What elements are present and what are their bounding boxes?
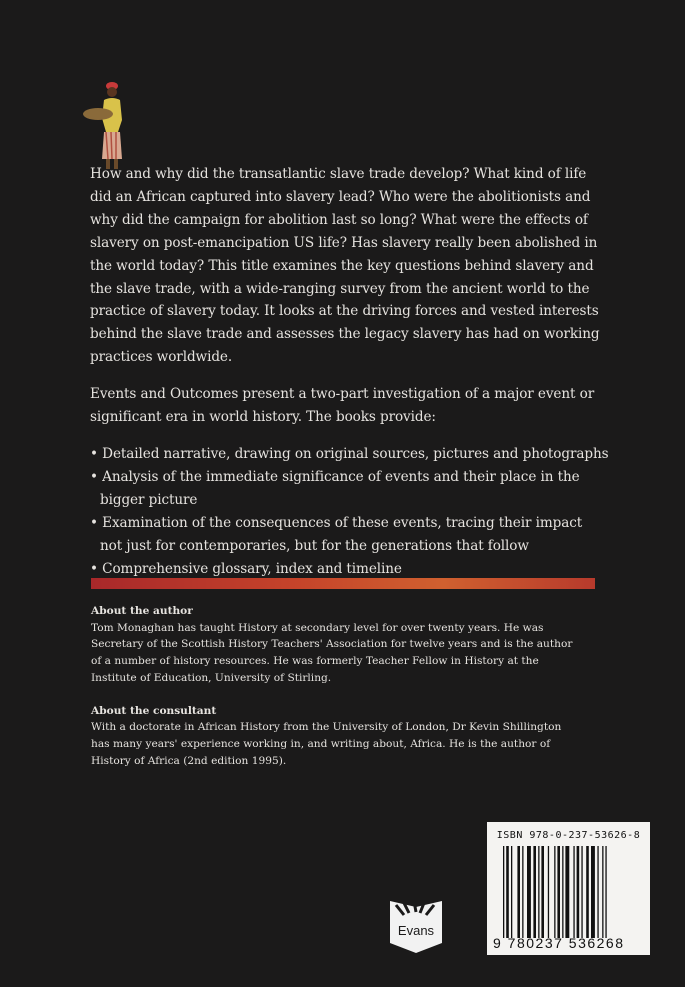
barcode-bar [533, 846, 536, 938]
text-line: slavery on post-emancipation US life? Has slavery really been abolished in [90, 234, 598, 251]
isbn-label: ISBN 978-0-237-53626-8 [496, 830, 641, 841]
barcode-bar [506, 846, 509, 938]
barcode-bar [557, 846, 560, 938]
barcode-bar [548, 846, 549, 938]
list-item [90, 558, 610, 581]
description [90, 163, 610, 580]
about-consultant-heading: About the consultant [91, 704, 217, 717]
list-item [90, 466, 610, 512]
barcode-bar [597, 846, 598, 938]
list-item [90, 443, 610, 466]
woman-illustration [78, 74, 140, 174]
text-line: the world today? This title examines the key questions behind slavery and [90, 257, 594, 274]
list-item-text: Comprehensive glossary, index and timeline [102, 560, 402, 577]
series-paragraph [90, 383, 610, 429]
bullet-list [90, 443, 610, 580]
text-line: of a number of history resources. He was formerly Teacher Fellow in History at the [91, 655, 539, 668]
text-line: With a doctorate in African History from the University of London, Dr Kevin Shillington [91, 721, 562, 734]
accent-divider [91, 578, 595, 589]
list-item-text: bigger picture [100, 491, 198, 508]
text-line: why did the campaign for abolition last so long? What were the effects of [90, 211, 588, 228]
publisher-name: Evans [397, 923, 435, 938]
bullet-icon: • [90, 445, 98, 462]
about-author [91, 603, 611, 687]
barcode-bar [577, 846, 580, 938]
barcode-bar [605, 846, 606, 938]
barcode-bar [522, 846, 523, 938]
list-item-text: not just for contemporaries, but for the generations that follow [100, 537, 529, 554]
text-line: behind the slave trade and assesses the legacy slavery has had on working [90, 326, 600, 343]
barcode-bar [581, 846, 582, 938]
intro-paragraph [90, 163, 610, 369]
about-consultant [91, 703, 611, 770]
text-line: did an African captured into slavery lead? Who were the abolitionists and [90, 188, 591, 205]
barcode-bar [573, 846, 574, 938]
text-line: Institute of Education, University of Stirling. [91, 671, 332, 684]
about-author-heading: About the author [91, 605, 193, 617]
bullet-icon: • [90, 560, 98, 577]
barcode-bar [541, 846, 544, 938]
barcode-bar [538, 846, 539, 938]
list-item [90, 512, 610, 558]
text-line: practices worldwide. [90, 349, 233, 366]
barcode-digits: 9 780237 536268 [493, 935, 625, 951]
barcode-bar [527, 846, 531, 938]
barcode-bar [562, 846, 563, 938]
text-line: How and why did the transatlantic slave trade develop? What kind of life [90, 166, 587, 182]
text-line: significant era in world history. The books provide: [90, 409, 436, 426]
bullet-icon: • [90, 468, 98, 485]
barcode-bars [503, 846, 643, 938]
list-item-text: Analysis of the immediate significance of events and their place in the [102, 468, 580, 485]
barcode-bar [511, 846, 512, 938]
text-line: Tom Monaghan has taught History at secondary level for over twenty years. He was [91, 621, 544, 634]
text-line: has many years' experience working in, and writing about, Africa. He is the author of [91, 737, 551, 750]
about-section [91, 603, 611, 785]
list-item-text: Detailed narrative, drawing on original sources, pictures and photographs [102, 445, 609, 462]
list-item-text: Examination of the consequences of these events, tracing their impact [102, 514, 583, 531]
barcode-bar [586, 846, 589, 938]
bullet-icon: • [90, 514, 98, 531]
barcode-bar [602, 846, 603, 938]
barcode-bar [554, 846, 555, 938]
text-line: Secretary of the Scottish History Teachers' Association for twelve years and is the author [91, 638, 573, 651]
isbn-barcode [487, 822, 650, 955]
publisher-logo [390, 897, 442, 953]
text-line: History of Africa (2nd edition 1995). [91, 754, 287, 767]
barcode-bar [517, 846, 520, 938]
text-line: the slave trade, with a wide-ranging survey from the ancient world to the [90, 280, 590, 297]
barcode-bar [565, 846, 569, 938]
barcode-bar [503, 846, 504, 938]
barcode-bar [591, 846, 595, 938]
text-line: practice of slavery today. It looks at the driving forces and vested interests [90, 303, 599, 320]
text-line: Events and Outcomes present a two-part investigation of a major event or [90, 386, 595, 403]
